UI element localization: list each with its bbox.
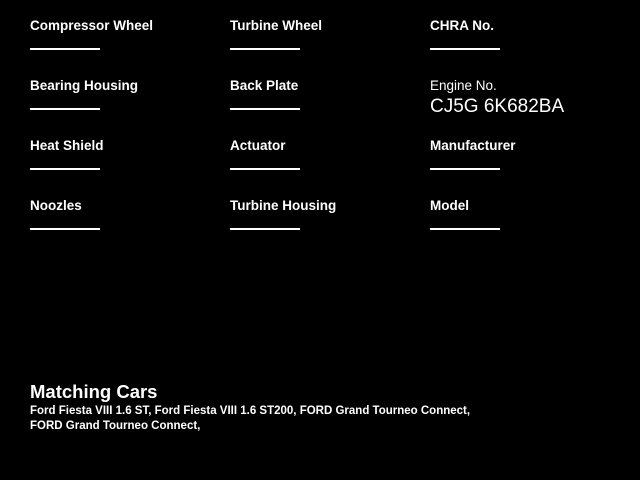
field-back-plate [230,78,420,110]
field-model [430,198,620,230]
field-label: Model [430,198,469,213]
blank-entry-line [30,48,100,50]
field-bearing-housing [30,78,220,110]
field-turbine-wheel [230,18,420,50]
matching-cars-title: Matching Cars [30,381,158,402]
matching-cars-section [30,381,620,434]
field-engine-no [430,78,620,118]
field-label: Bearing Housing [30,78,139,93]
blank-entry-line [30,108,100,110]
blank-entry-line [230,108,300,110]
field-label: Back Plate [230,78,299,93]
blank-entry-line [30,168,100,170]
blank-entry-line [230,228,300,230]
field-label: Turbine Wheel [230,18,323,33]
field-label: Turbine Housing [230,198,337,213]
field-heat-shield [30,138,220,170]
blank-entry-line [430,48,500,50]
blank-entry-line [230,168,300,170]
field-actuator [230,138,420,170]
field-manufacturer [430,138,620,170]
engine-no-value: CJ5G 6K682BA [430,96,565,117]
blank-entry-line [30,228,100,230]
field-label: CHRA No. [430,18,494,33]
field-turbine-housing [230,198,420,230]
field-label: Heat Shield [30,138,104,153]
blank-entry-line [230,48,300,50]
field-chra-no [430,18,620,50]
field-compressor-wheel [30,18,220,50]
matching-cars-line-2: FORD Grand Tourneo Connect, [30,420,201,432]
blank-entry-line [430,168,500,170]
field-label: Noozles [30,198,82,213]
matching-cars-list [30,404,620,434]
matching-cars-line-1: Ford Fiesta VIII 1.6 ST, Ford Fiesta VIII 1.6 ST200, FORD Grand Tourneo Connect, [30,405,471,417]
field-label: Engine No. [430,78,497,93]
field-label: Actuator [230,138,286,153]
blank-entry-line [430,228,500,230]
field-label: Compressor Wheel [30,18,154,33]
field-noozles [30,198,220,230]
field-label: Manufacturer [430,138,516,153]
